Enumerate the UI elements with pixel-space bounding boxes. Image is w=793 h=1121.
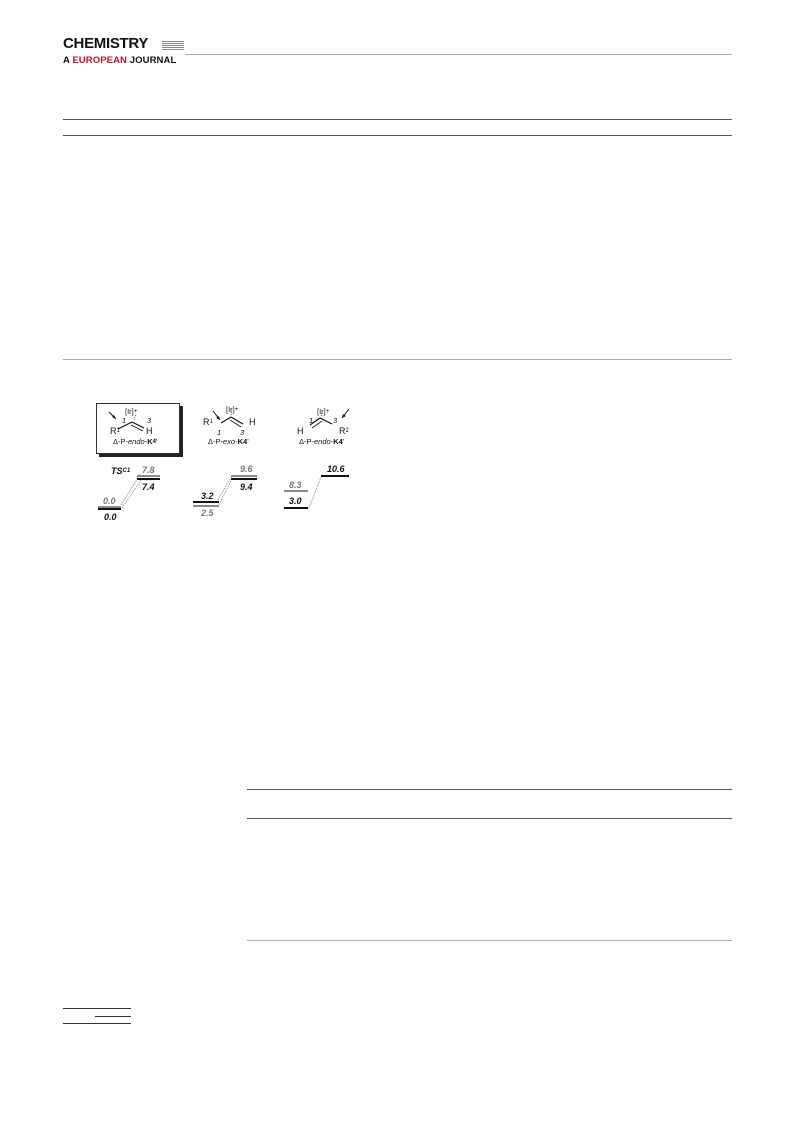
structure-3-right-substituent: $R^2$: [339, 426, 349, 436]
structure-2-left-substituent: $R^1$: [203, 417, 213, 427]
table2-header-rule: [247, 818, 732, 819]
level-col1-gray-high: [137, 475, 160, 477]
footnote-rule-middle: [95, 1016, 131, 1017]
structure-3-metal: [Ir]+: [317, 407, 330, 416]
energy-col2-black-low: 3.2: [201, 491, 214, 501]
energy-col1-black-low: 0.0: [104, 512, 117, 522]
journal-logo-stripes: [162, 41, 184, 51]
structure-2-metal: [Ir]+: [226, 405, 239, 414]
structure-1-caption: $\Delta-P-endo-K^4'$: [113, 437, 158, 446]
energy-diagram-figure: [63, 380, 363, 530]
structure-1-right-substituent: H: [146, 426, 153, 436]
structure-2-pos3: 3: [240, 428, 245, 437]
journal-subtitle-prefix: A: [63, 55, 73, 66]
structure-1-metal: [Ir]+: [125, 407, 138, 416]
energy-col3-black-low: 3.0: [289, 496, 302, 506]
journal-subtitle: [63, 55, 176, 66]
allyl-structure-1-svg: [96, 403, 180, 455]
header-rule: [185, 54, 732, 55]
journal-title: CHEMISTRY: [63, 35, 149, 52]
level-col1-black-low: [98, 508, 121, 510]
level-col2-black-low: [193, 501, 219, 503]
level-col3-gray-low: [284, 490, 308, 492]
journal-subtitle-suffix: JOURNAL: [127, 55, 177, 66]
energy-col1-gray-low: 0.0: [103, 496, 116, 506]
table-header-rule: [63, 135, 732, 136]
energy-col2-gray-high: 9.6: [240, 464, 253, 474]
structure-3-left-substituent: H: [297, 426, 304, 436]
table2-top-rule: [247, 789, 732, 790]
footnote-rule-bottom: [63, 1023, 131, 1024]
structure-1-pos1: 1: [122, 416, 127, 425]
structure-2-right-substituent: H: [249, 417, 256, 427]
table-bottom-rule: [63, 359, 732, 360]
table2-bottom-rule: [247, 940, 732, 941]
energy-col3-gray-low: 8.3: [289, 480, 302, 490]
level-col2-gray-high: [231, 475, 257, 477]
structure-2-pos1: 1: [217, 428, 222, 437]
level-col2-gray-low: [193, 505, 219, 507]
level-col3-black-low: [284, 507, 308, 509]
structure-1-left-substituent: $R^1$: [110, 426, 120, 436]
structure-3-pos1: 1: [309, 416, 314, 425]
structure-3-pos3: 3: [333, 416, 338, 425]
ts-label: $TS^{C1}$: [111, 466, 131, 476]
level-col2-black-high: [231, 478, 257, 480]
structure-1-pos3: 3: [147, 416, 152, 425]
journal-subtitle-red: EUROPEAN: [72, 55, 128, 66]
energy-col3-black-high: 10.6: [327, 464, 345, 474]
structure-3-caption: Δ-P-endo-K4': [299, 437, 345, 446]
level-col1-black-high: [137, 478, 160, 480]
energy-col2-black-high: 9.4: [240, 482, 253, 492]
energy-col1-black-high: 7.4: [142, 482, 155, 492]
energy-col1-gray-high: 7.8: [142, 465, 155, 475]
level-col3-black-high: [321, 475, 349, 477]
table-top-rule: [63, 119, 732, 120]
energy-col2-gray-low: 2.5: [201, 508, 214, 518]
footnote-rule-top: [63, 1008, 131, 1009]
structure-2-caption: Δ-P-exo-K4': [208, 437, 249, 446]
